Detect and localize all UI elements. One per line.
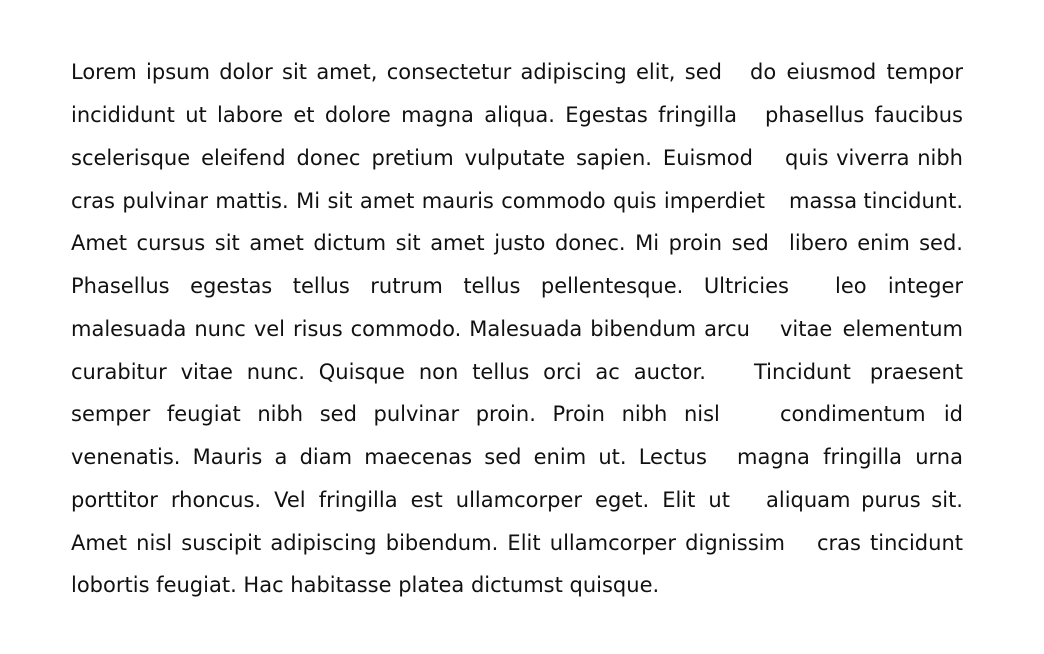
word: vitae: [180, 359, 233, 384]
word: feugiat: [166, 402, 241, 427]
word: non: [418, 359, 459, 384]
word: venenatis.: [71, 445, 181, 470]
word: faucibus: [874, 103, 963, 128]
word: rhoncus.: [170, 487, 262, 512]
line-left-segment: [71, 445, 707, 469]
word: sed.: [919, 231, 963, 256]
text-line: [71, 137, 963, 180]
word: maecenas: [364, 445, 473, 470]
line-left-segment: [71, 231, 769, 255]
word: semper: [71, 402, 151, 427]
word: adipiscing: [520, 60, 627, 85]
word: justo: [494, 231, 546, 256]
word: adipiscing: [270, 530, 377, 555]
word: vitae: [780, 316, 833, 341]
word: a: [274, 445, 288, 470]
word: tellus: [472, 359, 530, 384]
text-line: [71, 350, 963, 393]
word: Lorem: [71, 60, 137, 85]
line-right-segment: [737, 445, 963, 469]
word: magna: [737, 445, 810, 470]
word: ut: [708, 487, 730, 512]
word: do: [750, 60, 777, 85]
word: Egestas: [565, 103, 648, 128]
word: Amet: [71, 231, 127, 256]
word: quis: [613, 188, 657, 213]
text-line: [71, 393, 963, 436]
word: labore: [217, 103, 284, 128]
word: Lectus: [638, 445, 707, 470]
word: dolor: [219, 60, 273, 85]
word: amet,: [316, 60, 378, 85]
word: pulvinar: [373, 402, 460, 427]
word: viverra: [836, 145, 910, 170]
last-line-text: lobortis feugiat. Hac habitasse platea dictumst quisque.: [71, 573, 660, 598]
word: donec: [296, 145, 361, 170]
line-right-segment: [789, 189, 963, 213]
line-left-segment: [71, 317, 750, 341]
word: aliqua.: [484, 103, 555, 128]
line-left-segment: [71, 531, 785, 555]
word: scelerisque: [71, 145, 191, 170]
word: bibendum: [590, 316, 697, 341]
word: Malesuada: [469, 316, 583, 341]
text-line: [71, 222, 963, 265]
word: leo: [835, 274, 867, 299]
word: sit: [395, 231, 421, 256]
word: ut.: [598, 445, 627, 470]
word: quis: [785, 145, 829, 170]
word: cras: [71, 188, 115, 213]
text-line-last: [71, 564, 963, 607]
word: eget.: [595, 487, 650, 512]
word: integer: [887, 274, 963, 299]
line-right-segment: [835, 274, 963, 298]
word: sapien.: [576, 145, 652, 170]
word: incididunt: [71, 103, 175, 128]
line-left-segment: [71, 488, 730, 512]
word: ullamcorper: [455, 487, 582, 512]
word: nunc: [194, 316, 246, 341]
word: bibendum.: [385, 530, 499, 555]
line-right-segment: [817, 531, 963, 555]
word: donec.: [554, 231, 626, 256]
word: orci: [543, 359, 582, 384]
word: dignissim: [685, 530, 785, 555]
word: consectetur: [386, 60, 512, 85]
word: Euismod: [662, 145, 753, 170]
word: malesuada: [71, 316, 187, 341]
word: Ultricies: [703, 274, 789, 299]
word: mauris: [421, 188, 494, 213]
word: amet: [430, 231, 485, 256]
word: tincidunt.: [863, 188, 963, 213]
word: Vel: [274, 487, 306, 512]
word: fringilla: [318, 487, 398, 512]
word: enim: [533, 445, 587, 470]
word: condimentum: [780, 402, 926, 427]
word: cursus: [136, 231, 206, 256]
word: Mi: [635, 231, 660, 256]
line-left-segment: [71, 103, 737, 127]
word: arcu: [704, 316, 750, 341]
word: enim: [857, 231, 910, 256]
word: sit: [327, 188, 353, 213]
word: et: [293, 103, 315, 128]
word: massa: [789, 188, 858, 213]
word: diam: [299, 445, 353, 470]
line-left-segment: [71, 274, 789, 298]
word: Mi: [296, 188, 321, 213]
word: ipsum: [146, 60, 210, 85]
word: ut: [185, 103, 207, 128]
word: Quisque: [318, 359, 405, 384]
word: Amet: [71, 530, 127, 555]
word: commodo.: [350, 316, 462, 341]
word: sed: [684, 60, 722, 85]
word: id: [943, 402, 963, 427]
word: Elit: [507, 530, 541, 555]
word: tellus: [463, 274, 521, 299]
word: ac: [595, 359, 620, 384]
line-left-segment: [71, 402, 720, 426]
word: nunc.: [246, 359, 305, 384]
word: sed: [731, 231, 769, 256]
word: fringilla: [823, 445, 902, 470]
word: sit: [214, 231, 240, 256]
word: dolore: [324, 103, 391, 128]
word: phasellus: [765, 103, 865, 128]
word: mattis.: [215, 188, 289, 213]
word: nibh: [257, 402, 304, 427]
word: nibh: [917, 145, 963, 170]
word: magna: [401, 103, 474, 128]
line-right-segment: [785, 146, 963, 170]
word: elementum: [842, 316, 963, 341]
word: curabitur: [71, 359, 167, 384]
word: tellus: [292, 274, 350, 299]
word: pretium: [371, 145, 454, 170]
line-right-segment: [780, 402, 963, 426]
line-right-segment: [765, 103, 963, 127]
line-right-segment: [780, 317, 963, 341]
text-line: [71, 436, 963, 479]
line-left-segment: [71, 60, 722, 84]
word: urna: [915, 445, 963, 470]
word: pulvinar: [122, 188, 208, 213]
word: Mauris: [192, 445, 263, 470]
word: nisl: [683, 402, 720, 427]
line-right-segment: [766, 488, 963, 512]
word: risus: [292, 316, 343, 341]
word: proin: [668, 231, 723, 256]
word: sit.: [931, 487, 963, 512]
line-right-segment: [750, 60, 963, 84]
word: elit,: [635, 60, 676, 85]
word: egestas: [190, 274, 273, 299]
text-line: [71, 521, 963, 564]
word: fringilla: [658, 103, 737, 128]
word: vel: [253, 316, 286, 341]
word: imperdiet: [663, 188, 765, 213]
word: sit: [282, 60, 308, 85]
word: tincidunt: [870, 530, 963, 555]
word: rutrum: [370, 274, 443, 299]
word: porttitor: [71, 487, 158, 512]
text-line: [71, 479, 963, 522]
word: Elit: [662, 487, 696, 512]
word: auctor.: [633, 359, 706, 384]
text-line: [71, 265, 963, 308]
word: Phasellus: [71, 274, 170, 299]
line-left-segment: [71, 189, 765, 213]
text-line: [71, 179, 963, 222]
word: pellentesque.: [540, 274, 684, 299]
word: praesent: [869, 359, 963, 384]
word: amet: [359, 188, 415, 213]
line-left-segment: [71, 146, 753, 170]
word: nibh: [621, 402, 668, 427]
word: commodo: [501, 188, 606, 213]
text-line: [71, 94, 963, 137]
word: eiusmod: [786, 60, 877, 85]
word: eleifend: [201, 145, 286, 170]
word: cras: [817, 530, 861, 555]
word: aliquam: [766, 487, 851, 512]
word: Tincidunt: [754, 359, 851, 384]
text-line: [71, 51, 963, 94]
word: sed: [319, 402, 357, 427]
word: Proin: [552, 402, 605, 427]
word: dictum: [313, 231, 387, 256]
word: est: [410, 487, 443, 512]
word: proin.: [475, 402, 536, 427]
line-left-segment: [71, 360, 706, 384]
text-line: [71, 308, 963, 351]
body-paragraph: [71, 51, 963, 607]
word: nisl: [136, 530, 173, 555]
word: vulputate: [464, 145, 566, 170]
word: ullamcorper: [549, 530, 676, 555]
word: amet: [249, 231, 304, 256]
line-right-segment: [789, 231, 963, 255]
line-right-segment: [754, 360, 963, 384]
word: purus: [861, 487, 921, 512]
word: suscipit: [181, 530, 262, 555]
word: tempor: [886, 60, 963, 85]
word: libero: [789, 231, 848, 256]
word: sed: [484, 445, 522, 470]
